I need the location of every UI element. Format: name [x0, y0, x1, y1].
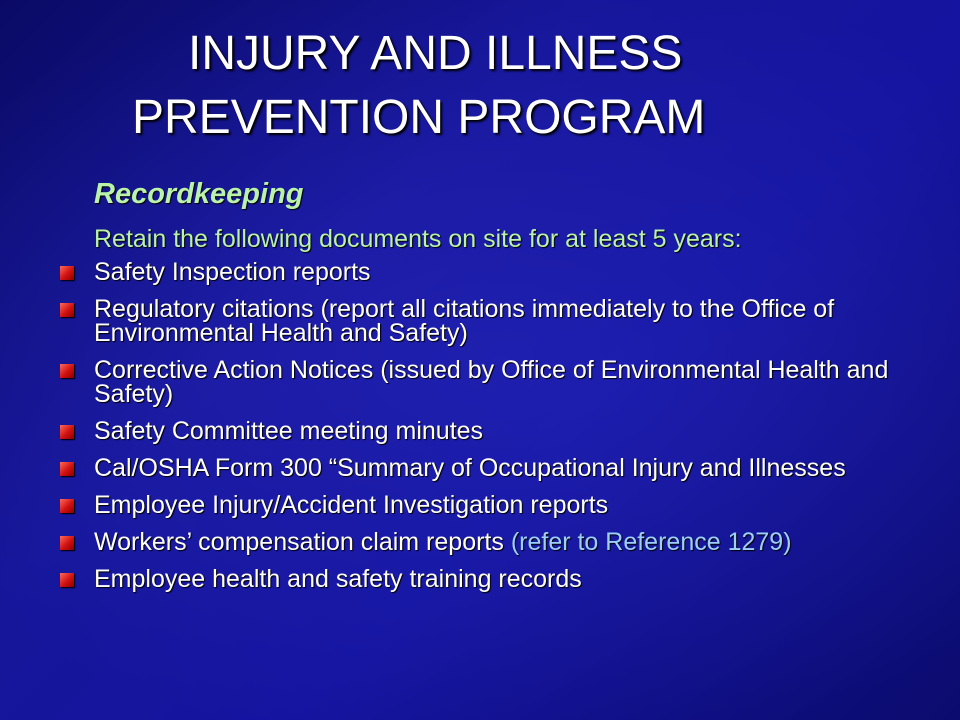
bullet-text: Cal/OSHA Form 300 “Summary of Occupational Injury and Illnesses: [94, 454, 846, 482]
section-heading: Recordkeeping: [94, 178, 304, 210]
bullet-item: [56, 456, 926, 480]
bullet-item: [56, 493, 926, 517]
reference-note: (refer to Reference 1279): [510, 528, 792, 556]
bullet-text: Safety Committee meeting minutes: [94, 417, 484, 445]
red-square-bullet-icon: [60, 266, 74, 280]
red-square-bullet-icon: [60, 425, 74, 439]
bullet-item: [56, 530, 926, 554]
bullet-text: Regulatory citations (report all citations immediately to the Office of Environmental Health and Safety): [94, 295, 835, 347]
bullet-list: [56, 260, 926, 604]
bullet-item: [56, 358, 926, 406]
bullet-text: Corrective Action Notices (issued by Office of Environmental Health and Safety): [94, 356, 889, 408]
bullet-item: [56, 419, 926, 443]
red-square-bullet-icon: [60, 536, 74, 550]
red-square-bullet-icon: [60, 303, 74, 317]
red-square-bullet-icon: [60, 499, 74, 513]
red-square-bullet-icon: [60, 573, 74, 587]
bullet-item: [56, 297, 926, 345]
slide-title-line-1: INJURY AND ILLNESS: [188, 27, 683, 80]
slide-title-line-2: PREVENTION PROGRAM: [132, 91, 706, 144]
bullet-item: [56, 567, 926, 591]
bullet-text: Workers’ compensation claim reports: [94, 528, 511, 556]
bullet-item: [56, 260, 926, 284]
bullet-text: Safety Inspection reports: [94, 258, 371, 286]
red-square-bullet-icon: [60, 364, 74, 378]
intro-text: Retain the following documents on site for at least 5 years:: [94, 225, 742, 253]
slide-title: [0, 22, 960, 150]
bullet-text: Employee Injury/Accident Investigation reports: [94, 491, 609, 519]
bullet-text: Employee health and safety training records: [94, 565, 582, 593]
red-square-bullet-icon: [60, 462, 74, 476]
